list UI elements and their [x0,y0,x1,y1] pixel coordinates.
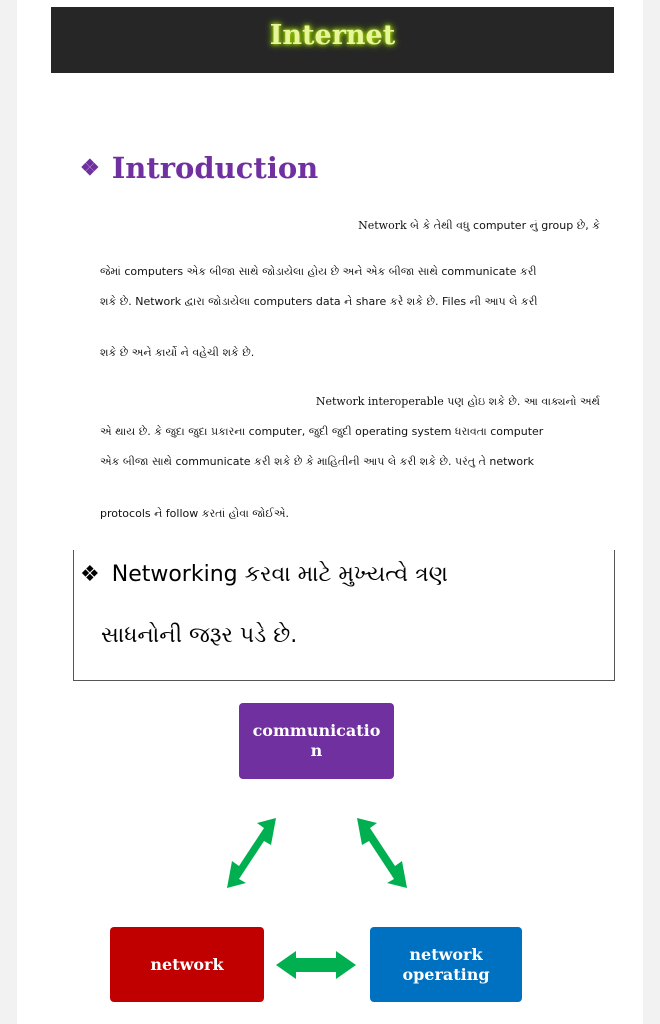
communication-node-line2: n [310,741,323,760]
diamond-bullet-icon: ❖ [80,155,100,181]
p2-line1-text: પણ હોઇ શકે છે. આ વાક્યનો અર્થ [443,395,600,408]
banner-title: Internet [269,19,396,51]
network-operating-node [370,927,522,1002]
requirements-line1-text: Networking કરવા માટે મુખ્યત્વે ત્રણ [111,562,448,587]
intro-p2-line3: એક બીજા સાથે communicate કરી શકે છે કે માહિતીની આપ લે કરી શકે છે. પરંતુ તે network [100,455,535,468]
intro-p2-line2: એ થાય છે. કે જુદા જુદા પ્રકારના computer, જુદી જુદી operating system ધરાવતા computer [100,425,544,438]
network-node [110,927,264,1002]
communication-node [239,703,394,779]
intro-p1-line3: શકે છે. Network દ્વારા જોડાયેલા computers data ને share કરે શકે છે. Files ની આપ લે કરી [100,295,538,308]
communication-node-line1: communicatio [252,721,381,740]
intro-p1-line2: જેમાં computers એક બીજા સાથે જોડાયેલા હોય છે અને એક બીજા સાથે communicate કરી [100,265,537,278]
requirements-line1 [80,562,448,587]
intro-heading-text: Introduction [111,151,319,185]
network-operating-node-line1: network [409,944,483,964]
diamond-bullet-icon: ❖ [80,562,100,587]
p1-lead: Network [358,219,407,232]
intro-p2-line4: protocols ને follow કરતાં હોવા જોઈએ. [100,507,290,520]
network-operating-node-line2: operating [402,964,490,984]
p2-lead: Network interoperable [315,395,444,408]
intro-p1-line1 [100,219,600,233]
requirements-line2: સાધનોની જરૂર પડે છે. [101,623,298,648]
network-node-label: network [150,954,224,974]
p1-line1-text: બે કે તેથી વધુ computer નું group છે, કે [406,219,600,232]
intro-p1-line4: શકે છે અને કાર્યો ને વહેચી શકે છે. [100,346,255,359]
title-banner [51,7,614,73]
intro-heading [80,148,318,188]
intro-p2-line1 [100,395,600,409]
